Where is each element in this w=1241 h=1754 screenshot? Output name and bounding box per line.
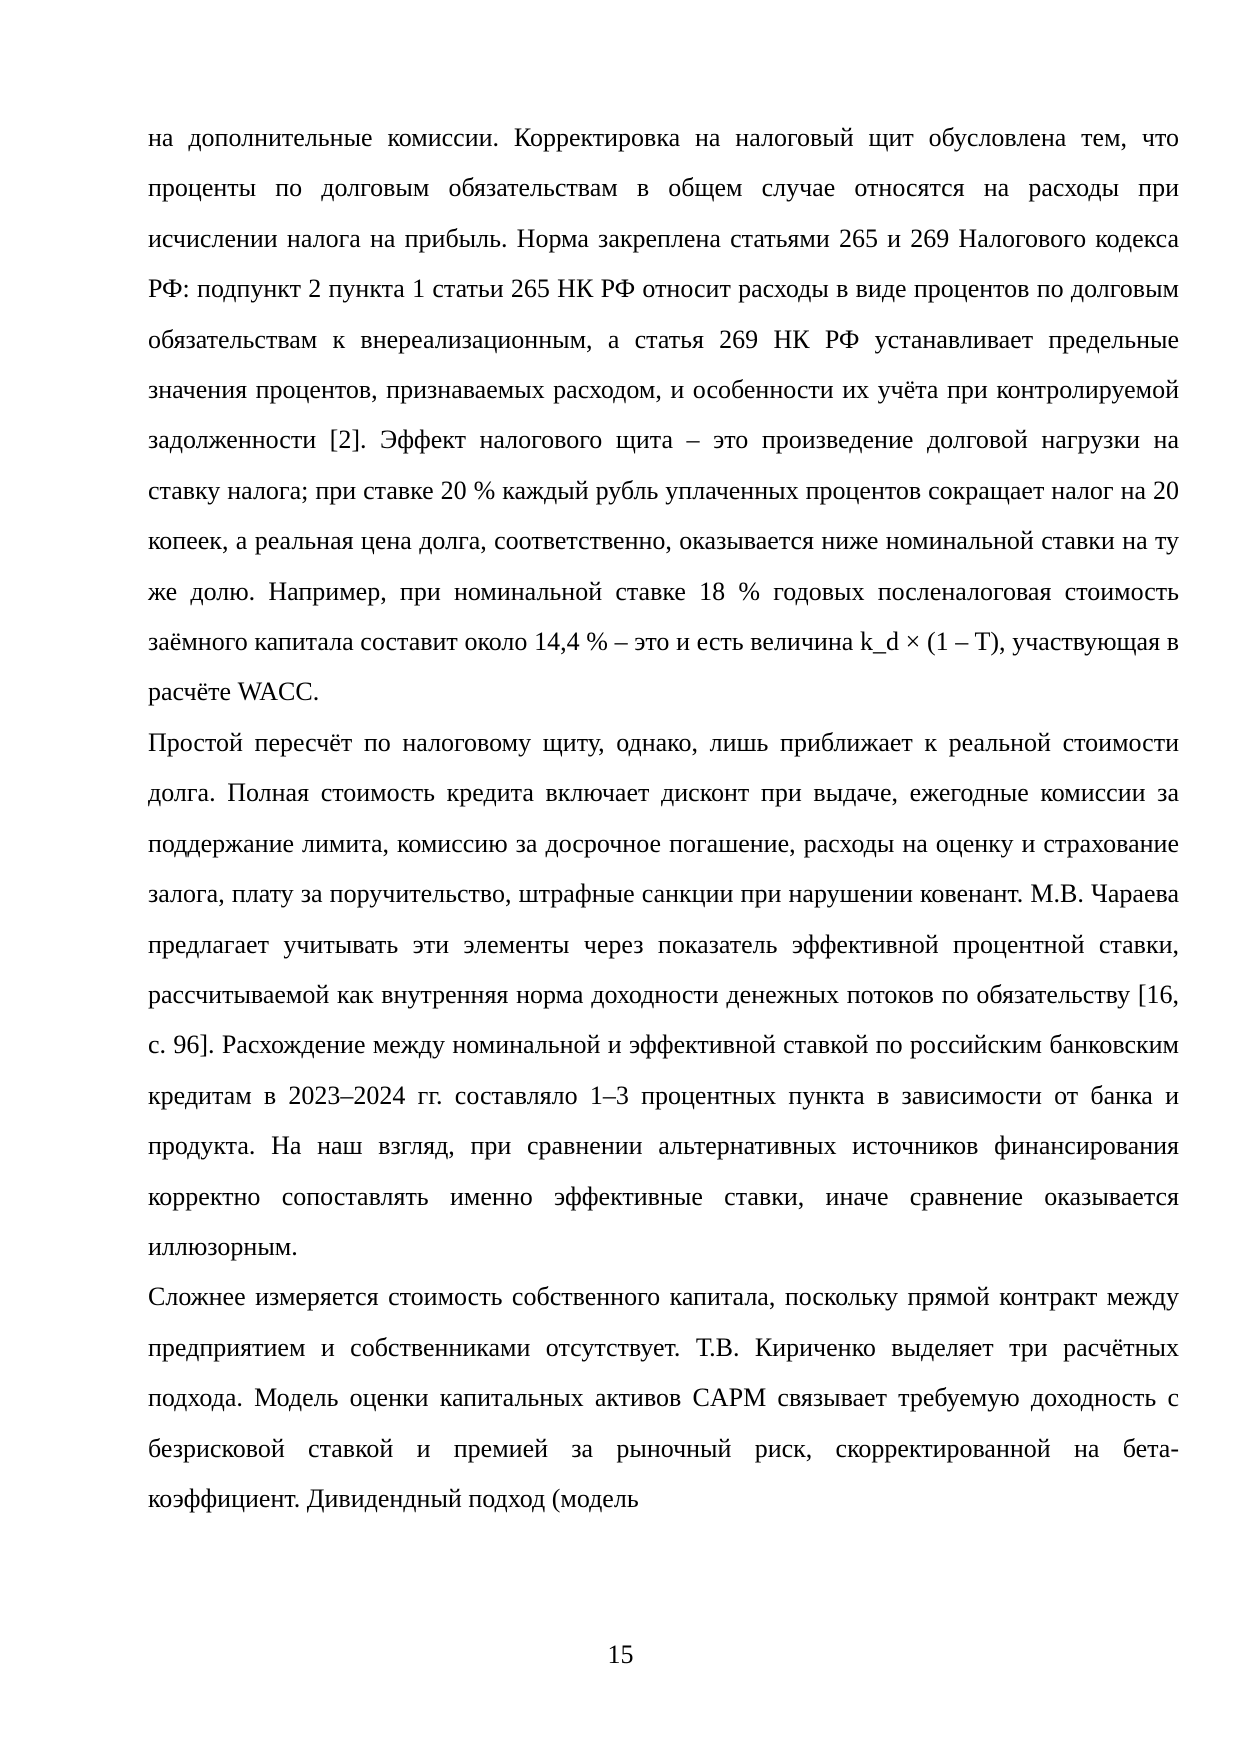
body-text: [148, 113, 1179, 1524]
paragraph-3: Сложнее измеряется стоимость собственного капитала, поскольку прямой контракт между предприятием и собственниками отсутствует. Т.В. Кириченко выделяет три расчётных подхода. Модель оценки капитальных активов CAPM связывает требуемую доходность с безрисковой ставкой и премией за рыночный риск, скорректированной на бета-коэффициент. Дивидендный подход (модель: [148, 1282, 1179, 1513]
paragraph-1: на дополнительные комиссии. Корректировка на налоговый щит обусловлена тем, что проценты по долговым обязательствам в общем случае относятся на расходы при исчислении налога на прибыль. Норма закреплена статьями 265 и 269 Налогового кодекса РФ: подпункт 2 пункта 1 статьи 265 НК РФ относит расходы в виде процентов по долговым обязательствам к внереализационным, а статья 269 НК РФ устанавливает предельные значения процентов, признаваемых расходом, и особенности их учёта при контролируемой задолженности [2]. Эффект налогового щита – это произведение долговой нагрузки на ставку налога; при ставке 20 % каждый рубль уплаченных процентов сокращает налог на 20 копеек, а реальная цена долга, соответственно, оказывается ниже номинальной ставки на ту же долю. Например, при номинальной ставке 18 % годовых посленалоговая стоимость заёмного капитала составит около 14,4 % – это и есть величина k_d × (1 – T), участвующая в расчёте WACC.: [148, 123, 1179, 707]
paragraph-2: Простой пересчёт по налоговому щиту, однако, лишь приближает к реальной стоимости долга. Полная стоимость кредита включает дисконт при выдаче, ежегодные комиссии за поддержание лимита, комиссию за досрочное погашение, расходы на оценку и страхование залога, плату за поручительство, штрафные санкции при нарушении ковенант. М.В. Чараева предлагает учитывать эти элементы через показатель эффективной процентной ставки, рассчитываемой как внутренняя норма доходности денежных потоков по обязательству [16, с. 96]. Расхождение между номинальной и эффективной ставкой по российским банковским кредитам в 2023–2024 гг. составляло 1–3 процентных пункта в зависимости от банка и продукта. На наш взгляд, при сравнении альтернативных источников финансирования корректно сопоставлять именно эффективные ставки, иначе сравнение оказывается иллюзорным.: [148, 727, 1179, 1261]
page-number: 15: [607, 1640, 634, 1669]
